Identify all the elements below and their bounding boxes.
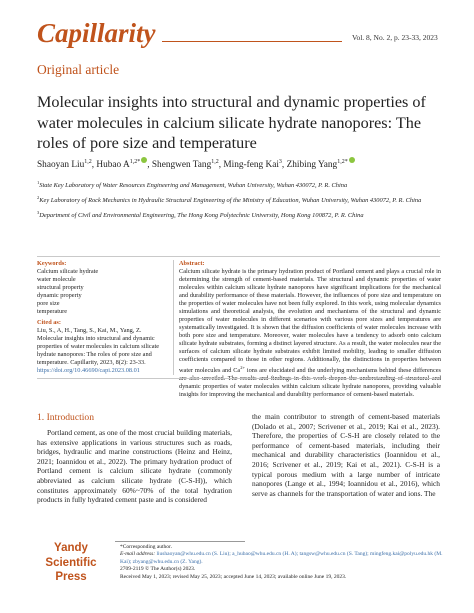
keywords-list [37,268,167,316]
footnote-rule [115,541,245,542]
keyword: pore size [37,300,60,307]
keyword: dynamic property [37,292,82,299]
cited-as-heading: Cited as: [37,319,61,326]
author-name: Hubao $A^{1,2*}$ [96,160,147,170]
publisher-logo: Yandy Scientific Press [45,542,97,583]
citation-text: Liu, S., A, H., Tang, S., Kai, M., Yang, Z. Molecular insights into structural and dynamic properties of water molecules in calcium silicate hydrate nanopores: The roles of pore size and temperature. Capillarity, 2023, 8(2): 23-33. [37,327,160,366]
article-type: Original article [37,62,120,77]
author-name: Shengwen Tang$^{1,2}$ [151,159,219,171]
superscript: 2+ [240,365,246,370]
affiliation: $^3$Department of Civil and Environmental Engineering, The Hong Kong Polytechnic University, Hong Kong 100872, P. R. China [37,210,364,220]
dates-note: Received May 1, 2023; revised May 25, 2023; accepted June 14, 2023; available online June 19, 2023. [120,573,347,580]
corresponding-note: *Corresponding author. [120,544,172,550]
keyword: temperature [37,308,68,315]
divider [37,256,440,257]
issn-note: 2709-2119 © The Author(s) 2023. [120,566,196,573]
affiliation: $^1$State Key Laboratory of Water Resources Engineering and Management, Wuhan University, Wuhan 430072, P. R. China [37,180,348,190]
email-addresses[interactable]: liushaoyan@whu.edu.cn (S. Liu); a_hubao@whu.edu.cn (H. A); tangsw@whu.edu.cn (S. Tang); mingfeng.kai@polyu.edu.hk (M. Kai); zbyang@whu.edu.cn (Z. Yang). [120,551,443,565]
author-name: Zhibing Yang$^{1,2*}$ [287,160,355,170]
keywords-heading: Keywords: [37,260,67,267]
abstract-text: Calcium silicate hydrate is the primary hydration product of Portland cement and plays a crucial role in determining the strength of cement-based materials. The structural and dynamic properties of water molecules within calcium silicate hydrate nanopores have significant implications for the mechanical and durability performance of these materials. However, the influences of pore size and temperature on the properties of water molecules have not been fully explored. In this work, using molecular dynamics simulations and theoretical analysis, the evolution and mechanisms of the structural and dynamic properties of water molecules in different scenarios with various pore sizes and temperatures are systematically investigated. It is shown that the diffusion coefficients of water molecules increase with both pore size and temperature. Moreover, water molecules have a tendency to adsorb onto calcium silicate hydrate substrates, forming a distinct layered structure. As a result, the water molecules near the surfaces of calcium silicate hydrate substrates exhibit limited mobility, leading to smaller diffusion coefficients compared to those in other regions. Additionally, the distinctions in properties between water molecules and $Ca^{2+}$ ions are elucidated and the underlying mechanisms behind these differences are also unveiled. The results and findings in this work deepen the understanding of structural and dynamic properties of water molecules within calcium silicate hydrate nanopores, providing valuable insights for improving the mechanical and durability performance of cement-based materials. [179,268,441,399]
column-divider [173,260,174,375]
keyword: Calcium silicate hydrate [37,268,99,275]
article-info-column [37,260,167,375]
doi-link[interactable]: https://doi.org/10.46690/capi.2023.08.01 [37,367,140,374]
abstract-heading: Abstract: [179,260,205,267]
orcid-icon[interactable] [141,157,147,163]
affiliations [37,179,449,224]
affiliation: $^2$Key Laboratory of Rock Mechanics in Hydraulic Structural Engineering of the Ministry of Education, Wuhan University, Wuhan 430072, P. R. China [37,195,422,205]
email-note: E-mail address: liushaoyan@whu.edu.cn (S. Liu); a_hubao@whu.edu.cn (H. A); tangsw@whu.edu.cn (S. Tang); mingfeng.kai@polyu.edu.hk (M. Kai); zbyang@whu.edu.cn (Z. Yang). [120,551,443,565]
keyword: water molecule [37,276,76,283]
author-name: Shaoyan Liu$^{1,2}$ [37,159,92,171]
divider [37,378,440,379]
orcid-icon[interactable] [349,157,355,163]
citation [37,327,167,375]
journal-name: Capillarity [37,18,156,48]
section-heading: 1. Introduction [37,412,95,423]
issue-info: Vol. 8, No. 2, p. 23-33, 2023 [352,33,438,42]
keyword: structural property [37,284,84,291]
footnotes [120,544,445,581]
intro-right-column: the main contributor to strength of cement-based materials (Dolado et al., 2007; Scrivener et al., 2019; Kai et al., 2023). Therefore, the properties of C-S-H are closely related to the performance of cement-based materials, including their mechanical and durability characteristics (Ioannidou et al., 2016; Scrivener et al., 2019; Kai et al., 2021). C-S-H is a typical porous medium with a large number of intricate nanopores (Lange et al., 1994; Ioannidou et al., 2016), which serve as channels for the transportation of water and ions. The [252,412,440,498]
intro-left-column: Portland cement, as one of the most crucial building materials, has extensive applications in various structures such as roads, bridges, hydraulic and marine constructions (Heinz and Heinz, 2021; Ioannidou et al., 2022). The primary hydration product of Portland cement is calcium silicate hydrate (commonly abbreviated as calcium silicate hydrate (C-S-H)), which constitutes approximately 60%~70% of the total hydration products in fully hydrated cement paste and is considered [37,428,232,505]
article-title: Molecular insights into structural and dynamic properties of water molecules in calcium silicate hydrate nanopores: The roles of pore size and temperature [37,93,426,152]
header-rule [162,41,342,42]
author-name: Ming-feng Kai$^3$ [223,159,282,171]
author-list: Shaoyan Liu$^{1,2}$, Hubao $A^{1,2*}$ , Shengwen Tang$^{1,2}$, Ming-feng Kai$^3$, Zhibing Yang$^{1,2*}$ [37,157,457,170]
